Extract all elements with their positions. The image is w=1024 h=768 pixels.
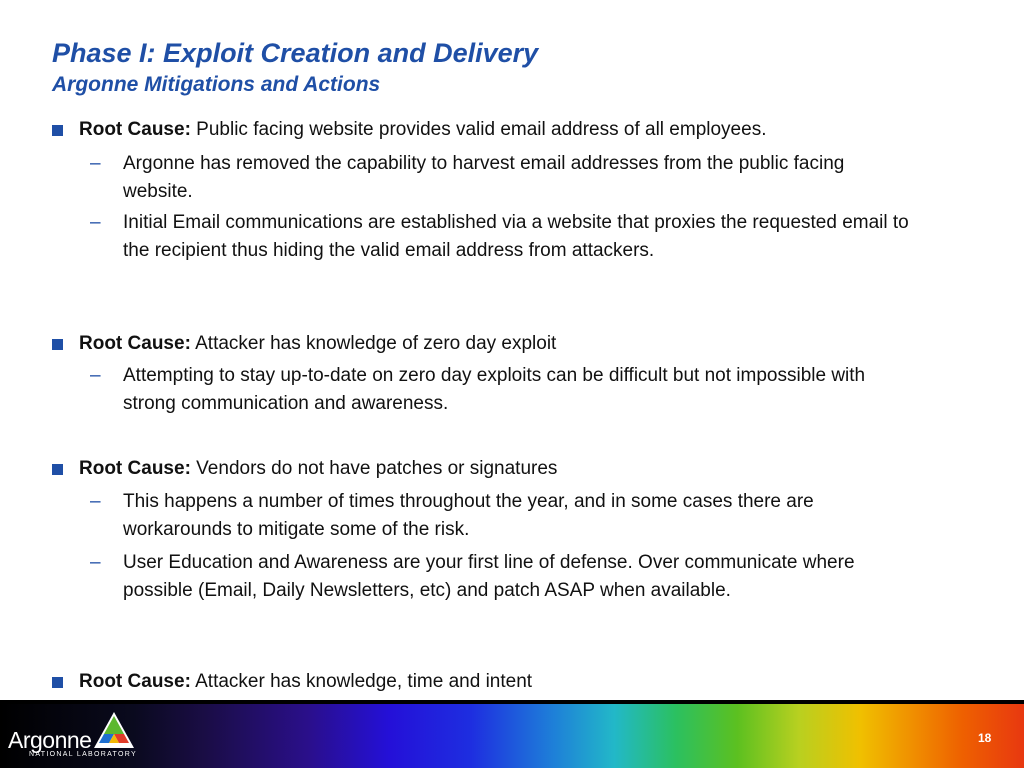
argonne-logo-text: Argonne xyxy=(8,727,92,753)
dash-bullet-icon: – xyxy=(90,153,101,174)
square-bullet-icon xyxy=(52,125,63,136)
dash-bullet-icon: – xyxy=(90,365,101,386)
sub-bullet-text: User Education and Awareness are your first line of defense. Over communicate where possible (Email, Daily Newsletters, etc) and patch ASAP when available. xyxy=(123,552,855,601)
dash-bullet-icon: – xyxy=(90,552,101,573)
bullet-label: Root Cause: xyxy=(79,333,191,354)
square-bullet-icon xyxy=(52,677,63,688)
bullet-label: Root Cause: xyxy=(79,671,191,692)
bullet-label: Root Cause: xyxy=(79,119,191,140)
sub-bullet-text: This happens a number of times throughout the year, and in some cases there are workarounds to mitigate some of the risk. xyxy=(123,491,814,540)
sub-bullet-text: Initial Email communications are established via a website that proxies the requested email to the recipient thus hiding the valid email address from attackers. xyxy=(123,212,909,261)
dash-bullet-icon: – xyxy=(90,491,101,512)
bullet-label: Root Cause: xyxy=(79,458,191,479)
bullet-text: Root Cause: Attacker has knowledge of zero day exploit xyxy=(79,333,557,354)
dash-bullet-icon: – xyxy=(90,212,101,233)
slide-subtitle: Argonne Mitigations and Actions xyxy=(52,73,381,96)
bullet-text: Root Cause: Attacker has knowledge, time and intent xyxy=(79,671,533,692)
square-bullet-icon xyxy=(52,464,63,475)
slide-title: Phase I: Exploit Creation and Delivery xyxy=(52,38,539,68)
square-bullet-icon xyxy=(52,339,63,350)
page-number: 18 xyxy=(978,731,992,745)
argonne-triangle-logo-icon xyxy=(92,710,136,750)
bullet-text: Root Cause: Public facing website provides valid email address of all employees. xyxy=(79,119,767,140)
footer-gradient-bar xyxy=(0,704,1024,768)
sub-bullet-text: Argonne has removed the capability to harvest email addresses from the public facing website. xyxy=(123,153,845,202)
bullet-text: Root Cause: Vendors do not have patches or signatures xyxy=(79,458,558,479)
argonne-logo-subtext: NATIONAL LABORATORY xyxy=(29,751,137,758)
sub-bullet-text: Attempting to stay up-to-date on zero day exploits can be difficult but not impossible with strong communication and awareness. xyxy=(123,365,866,414)
